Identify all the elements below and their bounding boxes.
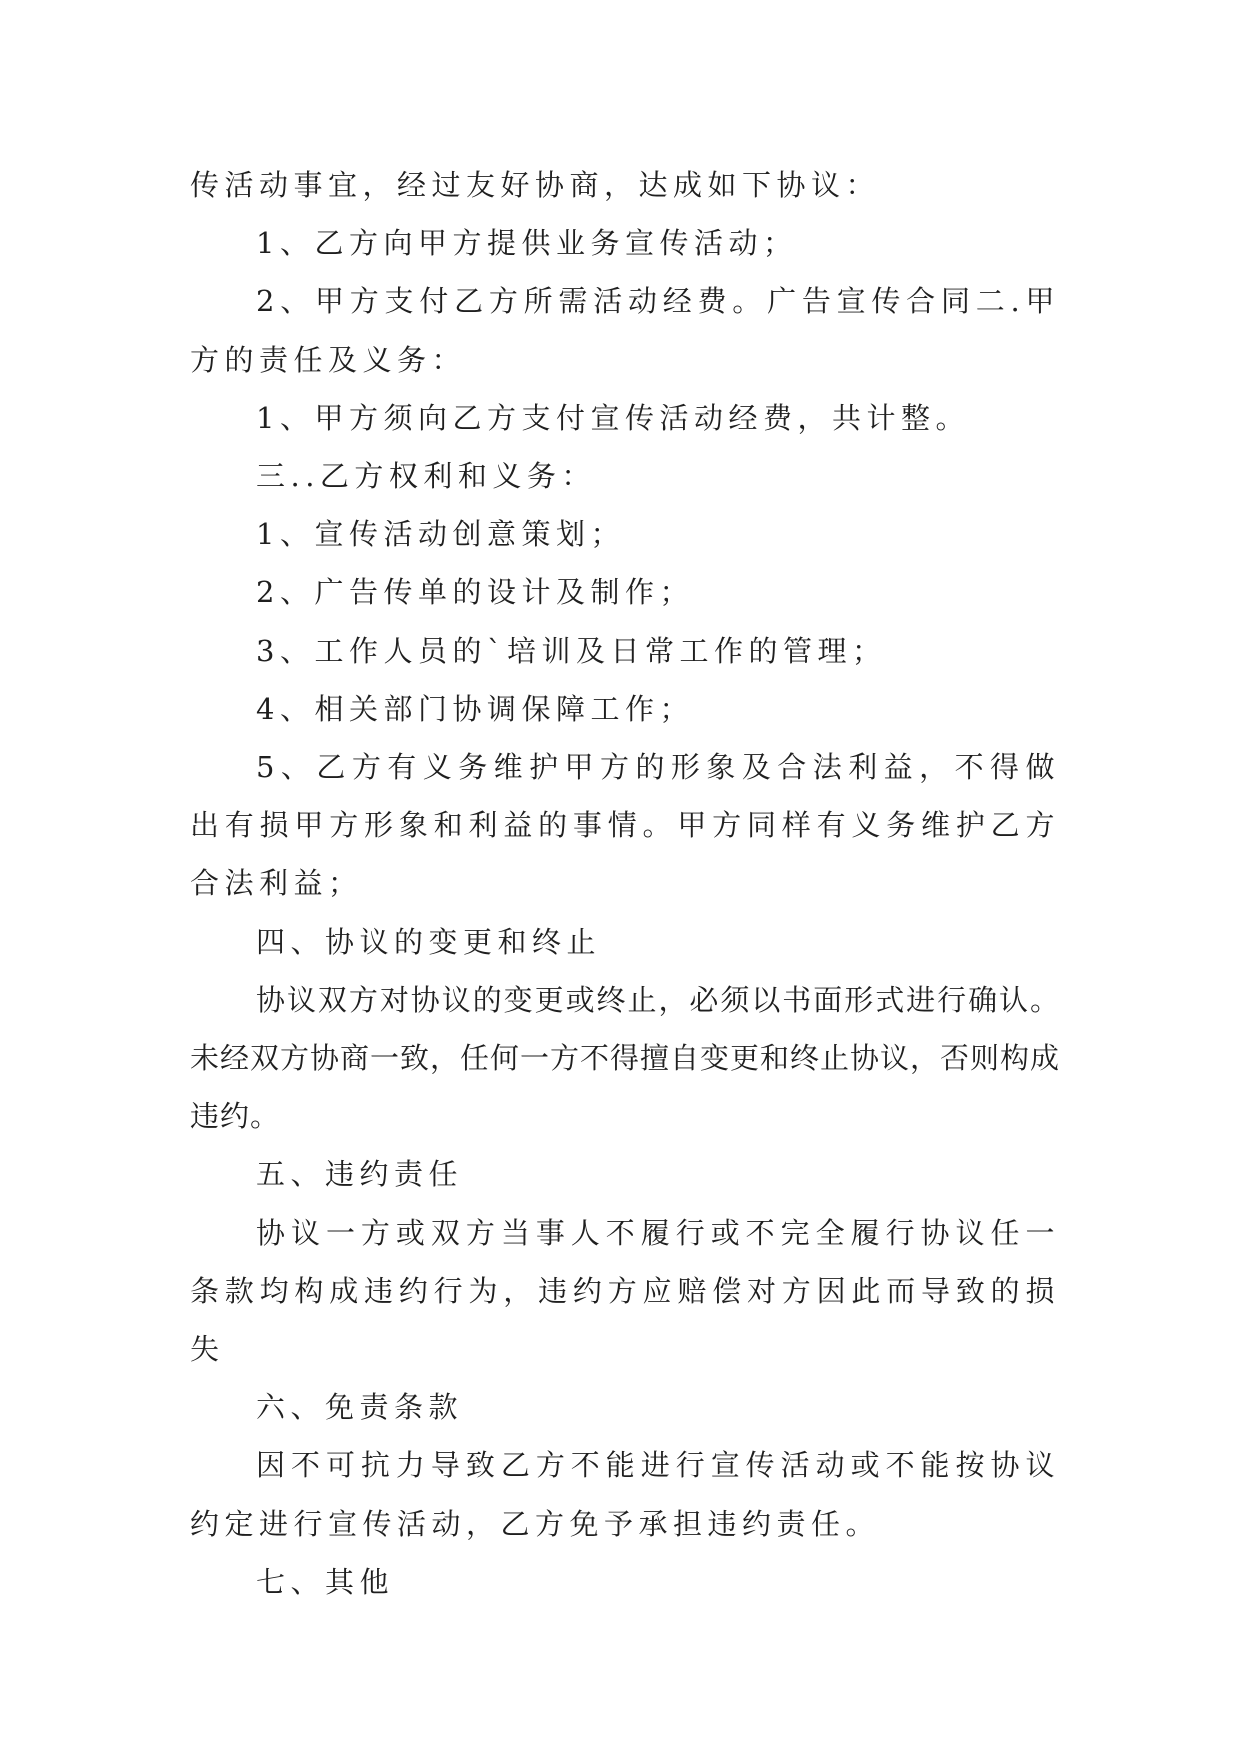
paragraph-agreement-intro: 传活动事宜，经过友好协商，达成如下协议： <box>190 168 881 202</box>
document-body <box>190 156 1060 1611</box>
section-heading-5: 五、违约责任 <box>256 1157 464 1192</box>
paragraph-clause-3-3: 3、工作人员的`培训及日常工作的管理； <box>256 633 887 668</box>
paragraph-clause-3-4: 4、相关部门协调保障工作； <box>256 691 694 726</box>
paragraph-clause-3-1: 1、宣传活动创意策划； <box>256 517 625 552</box>
paragraph-clause-3-2: 2、广告传单的设计及制作； <box>256 575 694 610</box>
paragraph-clause-5: 协议一方或双方当事人不履行或不完全履行协议任一条款均构成违约行为，违约方应赔偿对方因此而导致的损失 <box>190 1215 1060 1367</box>
paragraph-clause-3-5: 5、乙方有义务维护甲方的形象及合法利益，不得做出有损甲方形象和利益的事情。甲方同样有义务维护乙方合法利益； <box>190 750 1060 901</box>
paragraph-clause-1-2: 2、甲方支付乙方所需活动经费。广告宣传合同二.甲方的责任及义务： <box>190 284 1060 377</box>
section-heading-4: 四、协议的变更和终止 <box>256 924 602 959</box>
paragraph-clause-2-1: 1、甲方须向乙方支付宣传活动经费，共计整。 <box>256 400 970 435</box>
paragraph-clause-1-1: 1、乙方向甲方提供业务宣传活动； <box>256 226 798 261</box>
section-heading-7: 七、其他 <box>256 1564 395 1599</box>
section-heading-6: 六、免责条款 <box>256 1390 464 1425</box>
section-heading-3: 三..乙方权利和义务： <box>256 459 596 494</box>
paragraph-clause-6: 因不可抗力导致乙方不能进行宣传活动或不能按协议约定进行宣传活动，乙方免予承担违约责任。 <box>190 1448 1060 1541</box>
paragraph-clause-4: 协议双方对协议的变更或终止，必须以书面形式进行确认。未经双方协商一致，任何一方不得擅自变更和终止协议，否则构成违约。 <box>190 982 1061 1134</box>
